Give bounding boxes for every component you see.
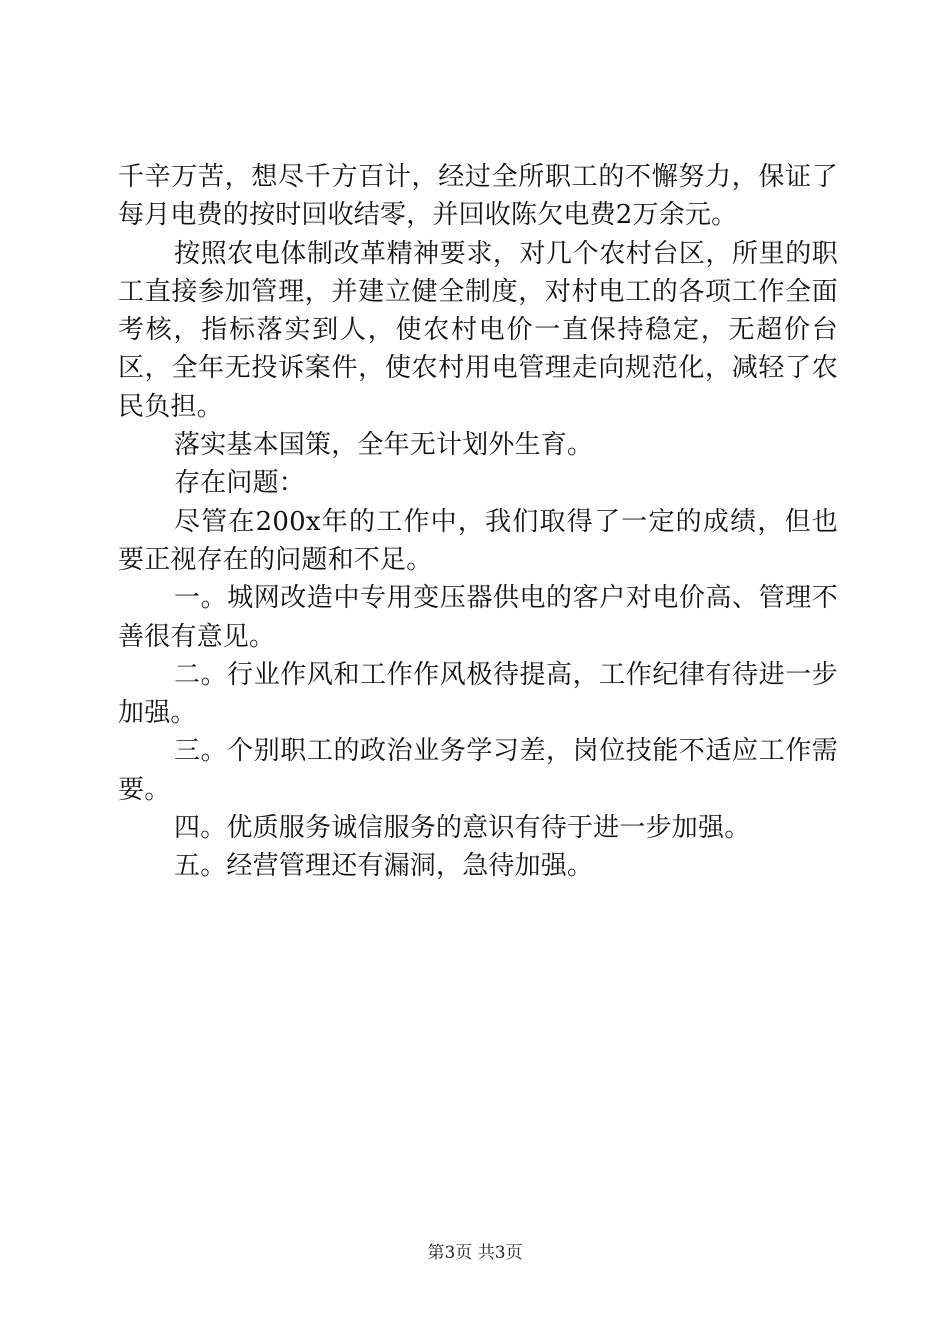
paragraph-8: 三。个别职工的政治业务学习差，岗位技能不适应工作需要。 xyxy=(118,736,838,805)
paragraph-5: 尽管在200x年的工作中，我们取得了一定的成绩，但也要正视存在的问题和不足。 xyxy=(118,506,838,575)
page-footer: 第3页 共3页 xyxy=(427,1243,523,1263)
paragraph-7: 二。行业作风和工作作风极待提高，工作纪律有待进一步加强。 xyxy=(118,659,838,729)
paragraph-1: 千辛万苦，想尽千方百计，经过全所职工的不懈努力，保证了每月电费的按时回收结零，并回收陈欠电费2万余元。 xyxy=(118,162,838,231)
paragraph-6: 一。城网改造中专用变压器供电的客户对电价高、管理不善很有意见。 xyxy=(118,583,838,652)
paragraph-2: 按照农电体制改革精神要求，对几个农村台区，所里的职工直接参加管理，并建立健全制度，对村电工的各项工作全面考核，指标落实到人，使农村电价一直保持稳定，无超价台区，全年无投诉案件，使农村用电管理走向规范化，减轻了农民负担。 xyxy=(118,238,838,422)
paragraph-4: 存在问题： xyxy=(174,468,306,499)
paragraph-9: 四。优质服务诚信服务的意识有待于进一步加强。 xyxy=(174,813,751,844)
paragraph-10: 五。经营管理还有漏洞，急待加强。 xyxy=(174,851,594,882)
paragraph-3: 落实基本国策，全年无计划外生育。 xyxy=(174,430,594,461)
document-body xyxy=(118,158,838,886)
